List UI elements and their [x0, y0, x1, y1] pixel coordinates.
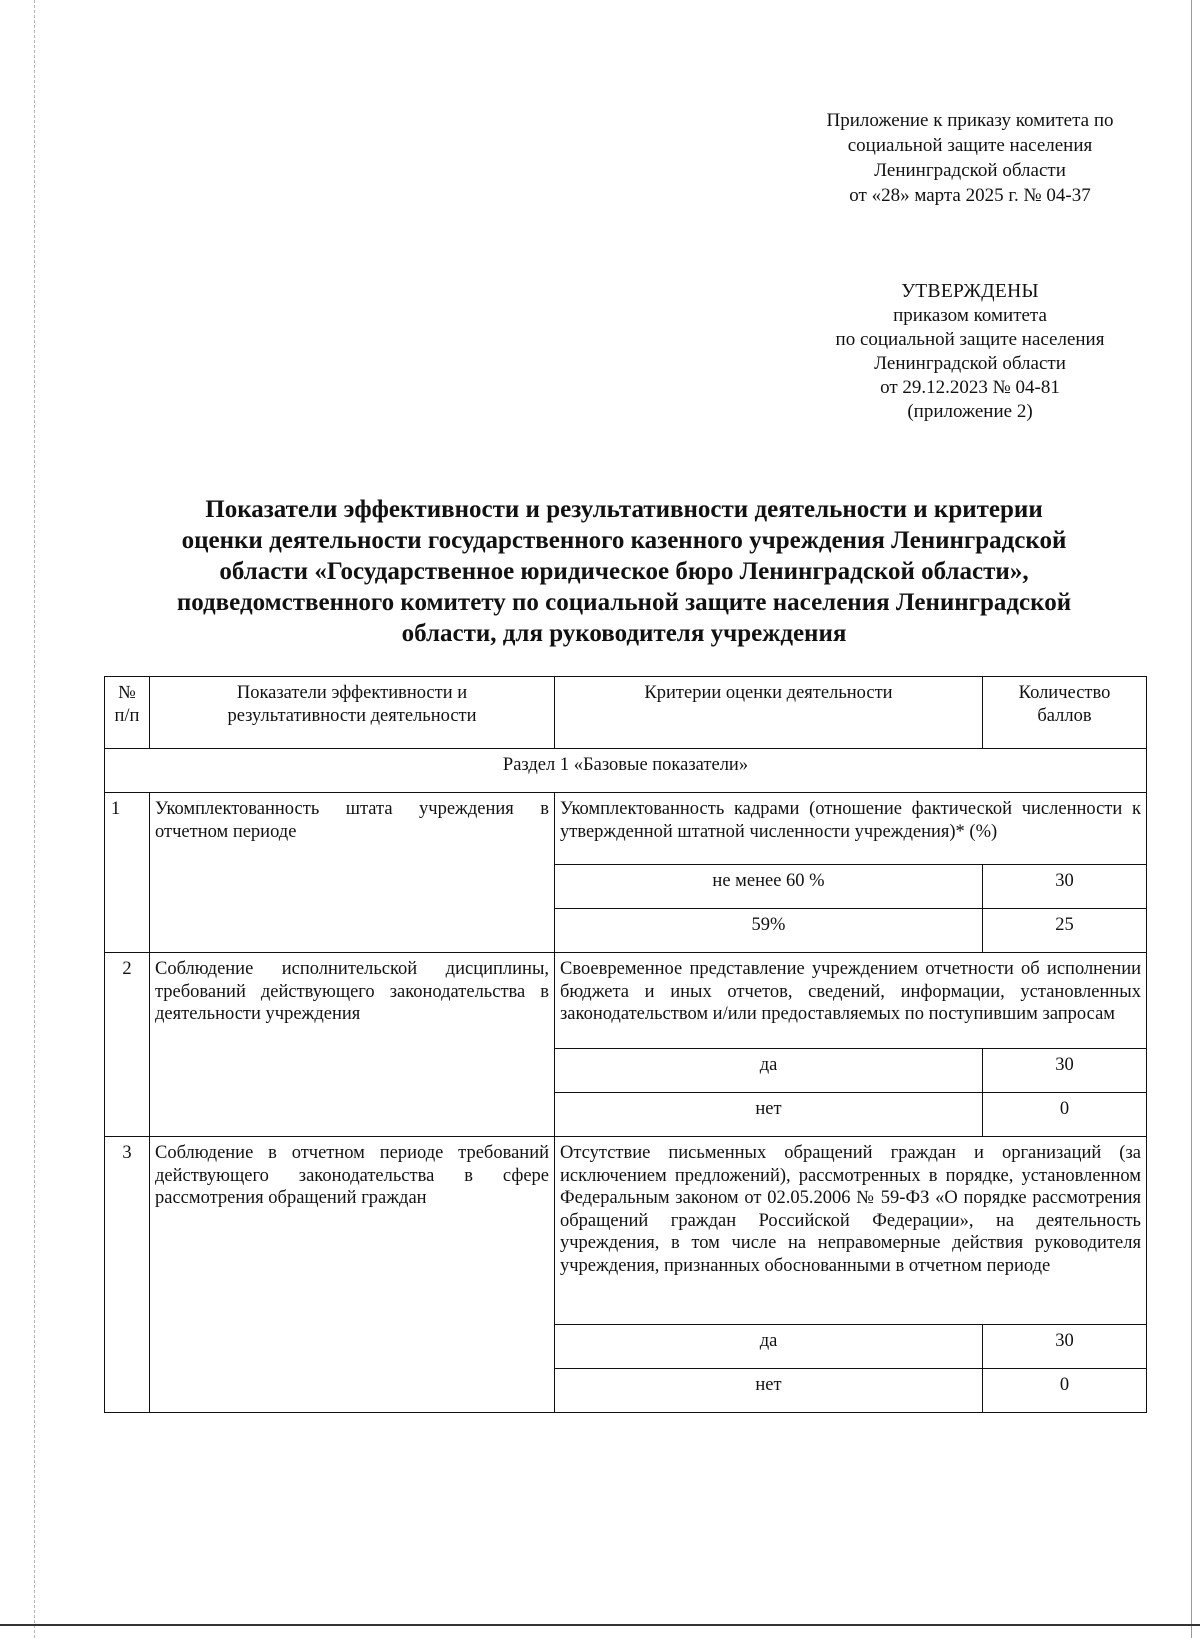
approval-stamp	[790, 280, 1150, 424]
approval-line: (приложение 2)	[907, 401, 1033, 422]
title-line: Показатели эффективности и результативности деятельности и критерии	[205, 496, 1043, 523]
option-points: 30	[983, 1325, 1147, 1369]
header-indicator-line: Показатели эффективности и	[236, 683, 468, 703]
header-indicator	[150, 677, 555, 749]
criteria-table	[104, 676, 1147, 1413]
row-indicator: Соблюдение в отчетном периоде требований действующего законодательства в сфере рассмотрения обращений граждан	[150, 1137, 555, 1413]
appendix-line: Ленинградской области	[874, 160, 1066, 181]
row-indicator: Укомплектованность штата учреждения в отчетном периоде	[150, 793, 555, 953]
option-points: 25	[983, 909, 1147, 953]
approval-heading: УТВЕРЖДЕНЫ	[901, 281, 1039, 302]
header-criteria: Критерии оценки деятельности	[555, 677, 983, 749]
approval-line: от 29.12.2023 № 04-81	[880, 377, 1060, 398]
row-indicator: Соблюдение исполнительской дисциплины, требований действующего законодательства в деятельности учреждения	[150, 953, 555, 1137]
option-points: 30	[983, 865, 1147, 909]
title-line: оценки деятельности государственного казенного учреждения Ленинградской	[181, 527, 1067, 554]
option-points: 0	[983, 1093, 1147, 1137]
row-criterion: Своевременное представление учреждением отчетности об исполнении бюджета и иных отчетов, сведений, информации, установленных законодательством и/или предоставляемых по поступившим запросам	[555, 953, 1147, 1049]
option-label: да	[555, 1049, 983, 1093]
header-points-line: Количество	[1018, 683, 1111, 703]
row-number: 1	[105, 793, 150, 953]
header-num-line: №	[118, 683, 136, 703]
table-header-row	[105, 677, 1147, 749]
title-line: области, для руководителя учреждения	[401, 620, 847, 647]
row-criterion: Укомплектованность кадрами (отношение фактической численности к утвержденной штатной численности учреждения)* (%)	[555, 793, 1147, 865]
option-label: не менее 60 %	[555, 865, 983, 909]
option-points: 30	[983, 1049, 1147, 1093]
section-row	[105, 749, 1147, 793]
header-points	[983, 677, 1147, 749]
option-label: 59%	[555, 909, 983, 953]
appendix-line: от «28» марта 2025 г. № 04-37	[849, 185, 1091, 206]
scan-edge-bottom	[0, 1624, 1200, 1626]
section-title: Раздел 1 «Базовые показатели»	[105, 749, 1147, 793]
row-number: 3	[105, 1137, 150, 1413]
appendix-note	[790, 108, 1150, 208]
approval-line: Ленинградской области	[874, 353, 1066, 374]
appendix-line: Приложение к приказу комитета по	[826, 110, 1114, 131]
approval-line: приказом комитета	[893, 305, 1047, 326]
table-row	[105, 793, 1147, 865]
header-indicator-line: результативности деятельности	[227, 705, 477, 726]
title-line: подведомственного комитету по социальной защите населения Ленинградской	[176, 589, 1072, 616]
scan-edge-right	[1191, 0, 1192, 1638]
title-line: области «Государственное юридическое бюро Ленинградской области»,	[219, 558, 1029, 585]
scan-edge-left	[34, 0, 35, 1638]
approval-line: по социальной защите населения	[835, 329, 1105, 350]
table-row	[105, 1137, 1147, 1325]
row-criterion: Отсутствие письменных обращений граждан и организаций (за исключением предложений), рассмотренных в порядке, установленном Федеральным законом от 02.05.2006 № 59-ФЗ «О порядке рассмотрения обращений граждан Российской Федерации», на деятельность учреждения, в том числе на неправомерные действия руководителя учреждения, признанных обоснованными в отчетном периоде	[555, 1137, 1147, 1325]
header-points-line: баллов	[1037, 705, 1092, 726]
option-points: 0	[983, 1369, 1147, 1413]
option-label: нет	[555, 1369, 983, 1413]
appendix-line: социальной защите населения	[847, 135, 1093, 156]
header-num-line: п/п	[114, 705, 140, 726]
row-number: 2	[105, 953, 150, 1137]
document-title	[104, 494, 1144, 649]
option-label: да	[555, 1325, 983, 1369]
option-label: нет	[555, 1093, 983, 1137]
header-num	[105, 677, 150, 749]
table-row	[105, 953, 1147, 1049]
